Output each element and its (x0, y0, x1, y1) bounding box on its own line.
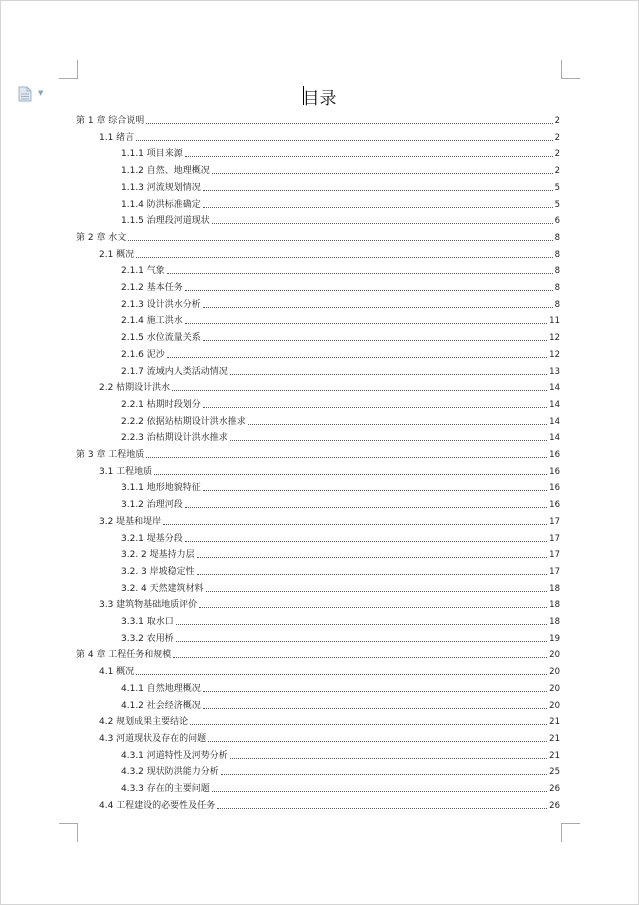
toc-entry-label: 2.1.7 流域内人类活动情况 (121, 366, 228, 377)
toc-leader-dots (146, 457, 547, 458)
toc-entry[interactable] (121, 630, 560, 645)
toc-entry[interactable] (121, 262, 560, 277)
toc-entry-label: 2.2.3 治枯期设计洪水推求 (121, 433, 228, 444)
toc-leader-dots (203, 490, 547, 491)
toc-entry-label: 2.1.6 泥沙 (121, 349, 165, 360)
toc-leader-dots (221, 774, 547, 775)
toc-leader-dots (199, 607, 547, 608)
toc-entry[interactable] (121, 429, 560, 444)
toc-leader-dots (208, 741, 547, 742)
toc-entry-page-number: 17 (549, 550, 560, 561)
toc-entry-label: 1.1.5 治理段河道现状 (121, 216, 210, 227)
toc-entry-label: 4.2 规划成果主要结论 (99, 717, 189, 728)
toc-entry-page-number: 18 (549, 583, 560, 594)
toc-entry-label: 2.1.5 水位流量关系 (121, 333, 201, 344)
toc-entry-label: 2.1.3 设计洪水分析 (121, 299, 201, 310)
toc-leader-dots (203, 691, 547, 692)
toc-leader-dots (197, 557, 548, 558)
margin-corner-bottom-left (59, 823, 78, 842)
toc-leader-dots (185, 290, 553, 291)
toc-leader-dots (230, 374, 547, 375)
toc-entry-label: 4.3.1 河道特性及河势分析 (121, 750, 228, 761)
toc-leader-dots (163, 524, 547, 525)
toc-leader-dots (136, 674, 547, 675)
toc-entry-page-number: 2 (554, 149, 560, 160)
margin-corner-top-right (561, 60, 580, 79)
toc-entry[interactable] (121, 145, 560, 160)
toc-entry-page-number: 16 (549, 450, 560, 460)
toc-entry-page-number: 20 (549, 667, 560, 678)
toc-entry[interactable] (121, 763, 560, 778)
toc-entry-page-number: 18 (549, 600, 560, 611)
toc-leader-dots (203, 190, 553, 191)
toc-entry-page-number: 6 (554, 216, 560, 227)
toc-leader-dots (185, 323, 547, 324)
toc-entry-page-number: 8 (554, 249, 560, 260)
toc-entry-label: 1.1.1 项目来源 (121, 149, 183, 160)
toc-entry-page-number: 8 (554, 299, 560, 310)
chevron-down-icon[interactable]: ▼ (38, 89, 44, 97)
toc-entry[interactable] (99, 246, 560, 261)
toc-entry-label: 1.1.3 河流规划情况 (121, 182, 201, 193)
toc-entry-page-number: 26 (549, 784, 560, 794)
toc-entry-page-number: 13 (549, 366, 560, 377)
toc-leader-dots (203, 708, 547, 709)
toc-entry[interactable] (76, 112, 560, 127)
toc-leader-dots (167, 273, 553, 274)
toc-leader-dots (203, 207, 553, 208)
toc-entry-label: 3.3.1 取水口 (121, 617, 174, 627)
toc-entry-label: 3.2. 4 天然建筑材料 (121, 583, 204, 594)
toc-entry-label: 3.2.1 堤基分段 (121, 533, 183, 544)
toc-leader-dots (230, 440, 547, 441)
toc-leader-dots (197, 574, 548, 575)
toc-leader-dots (212, 791, 547, 792)
toc-entry-page-number: 16 (549, 500, 560, 511)
toc-entry[interactable] (99, 129, 560, 144)
toc-entry-label: 4.4 工程建设的必要性及任务 (99, 800, 216, 811)
toc-entry-page-number: 12 (549, 333, 560, 344)
toc-entry[interactable] (99, 463, 560, 478)
toc-entry-page-number: 20 (549, 650, 560, 661)
toc-entry-label: 3.3 建筑物基础地质评价 (99, 600, 198, 611)
toc-leader-dots (173, 657, 547, 658)
toc-entry[interactable] (121, 363, 560, 378)
toc-leader-dots (136, 140, 552, 141)
toc-entry-page-number: 21 (549, 750, 560, 761)
toc-entry-page-number: 2 (554, 116, 560, 126)
toc-entry[interactable] (121, 546, 560, 561)
toc-leader-dots (154, 474, 547, 475)
toc-entry[interactable] (121, 396, 560, 411)
toc-entry[interactable] (121, 212, 560, 227)
toc-entry[interactable] (121, 747, 560, 762)
toc-entry-page-number: 8 (554, 232, 560, 243)
toc-entry[interactable] (121, 296, 560, 311)
toc-leader-dots (212, 223, 553, 224)
toc-entry-page-number: 19 (549, 633, 560, 644)
toc-entry-page-number: 17 (549, 566, 560, 577)
toc-entry[interactable] (121, 196, 560, 211)
toc-entry-label: 3.1.2 治理河段 (121, 500, 183, 511)
toc-entry[interactable] (121, 312, 560, 327)
toc-entry-label: 2.1.1 气象 (121, 266, 165, 277)
toc-entry-label: 2.1.2 基本任务 (121, 283, 183, 293)
toc-entry-label: 2.1 概况 (99, 249, 135, 260)
toc-entry-label: 4.3.2 现状防洪能力分析 (121, 767, 219, 778)
toc-entry[interactable] (99, 513, 560, 528)
toc-entry-page-number: 5 (554, 199, 560, 210)
toc-entry-label: 3.1.1 地形地貌特征 (121, 483, 201, 494)
page-title: 目录 (302, 89, 337, 109)
toc-entry-page-number: 21 (549, 717, 560, 728)
toc-entry-label: 第 2 章 水文 (76, 232, 127, 243)
toc-entry[interactable] (121, 279, 560, 294)
toc-entry-label: 4.3.3 存在的主要问题 (121, 784, 210, 794)
toc-entry-page-number: 8 (554, 266, 560, 277)
toc-entry[interactable] (121, 780, 560, 795)
toc-entry-label: 1.1 绪言 (99, 132, 135, 143)
toc-entry-label: 3.2. 2 堤基持力层 (121, 550, 195, 561)
toc-entry[interactable] (121, 162, 560, 177)
toc-entry-page-number: 25 (549, 767, 560, 778)
toc-entry-label: 4.3 河道现状及存在的问题 (99, 733, 207, 744)
toc-entry-label: 第 1 章 综合说明 (76, 116, 145, 126)
toc-leader-dots (185, 156, 553, 157)
toc-entry-page-number: 16 (549, 466, 560, 477)
toc-entry-label: 4.1 概况 (99, 667, 135, 678)
toc-entry[interactable] (99, 797, 560, 812)
toc-leader-dots (128, 240, 552, 241)
toc-entry-page-number: 12 (549, 349, 560, 360)
toc-entry-page-number: 16 (549, 483, 560, 494)
toc-leader-dots (203, 407, 547, 408)
toc-entry[interactable] (99, 379, 560, 394)
toc-leader-dots (185, 541, 547, 542)
toc-entry-page-number: 14 (549, 416, 560, 427)
toc-entry-page-number: 2 (554, 166, 560, 177)
toc-entry[interactable] (121, 179, 560, 194)
toc-entry-label: 3.2 堤基和堤岸 (99, 516, 162, 527)
toc-entry[interactable] (121, 680, 560, 695)
toc-entry-page-number: 11 (549, 316, 560, 327)
toc-entry-label: 4.1.2 社会经济概况 (121, 700, 201, 711)
toc-entry-page-number: 20 (549, 683, 560, 694)
toc-leader-dots (176, 641, 547, 642)
toc-entry-page-number: 14 (549, 383, 560, 394)
toc-entry-label: 3.1 工程地质 (99, 466, 153, 477)
toc-leader-dots (176, 624, 547, 625)
toc-entry-label: 2.2.1 枯期时段划分 (121, 399, 201, 410)
toc-leader-dots (230, 758, 547, 759)
toc-entry-page-number: 2 (554, 132, 560, 143)
toc-entry-label: 2.2 枯期设计洪水 (99, 383, 171, 394)
toc-leader-dots (172, 390, 547, 391)
toc-entry-label: 3.3.2 农用桥 (121, 633, 174, 644)
toc-leader-dots (190, 724, 547, 725)
toc-entry-page-number: 5 (554, 182, 560, 193)
toc-entry[interactable] (121, 697, 560, 712)
margin-corner-bottom-right (561, 823, 580, 842)
toc-leader-dots (146, 123, 552, 124)
toc-entry[interactable] (121, 530, 560, 545)
toc-entry-label: 1.1.2 自然、地理概况 (121, 166, 210, 177)
toc-entry-page-number: 18 (549, 617, 560, 627)
toc-leader-dots (167, 357, 547, 358)
toc-leader-dots (185, 507, 547, 508)
toc-entry[interactable] (99, 596, 560, 611)
toc-leader-dots (136, 257, 552, 258)
toc-entry-label: 第 4 章 工程任务和规模 (76, 650, 172, 661)
toc-entry[interactable] (121, 346, 560, 361)
toc-entry[interactable] (121, 479, 560, 494)
toc-entry[interactable] (121, 329, 560, 344)
toc-entry[interactable] (121, 496, 560, 511)
toc-leader-dots (212, 173, 553, 174)
toc-entry[interactable] (76, 446, 560, 461)
toc-entry-page-number: 14 (549, 433, 560, 444)
toc-leader-dots (217, 808, 547, 809)
toc-entry[interactable] (121, 413, 560, 428)
toc-entry-page-number: 20 (549, 700, 560, 711)
toc-entry-page-number: 8 (554, 283, 560, 293)
toc-entry-label: 2.1.4 施工洪水 (121, 316, 183, 327)
toc-entry[interactable] (76, 229, 560, 244)
toc-entry[interactable] (99, 713, 560, 728)
toc-leader-dots (248, 424, 547, 425)
toc-leader-dots (203, 307, 553, 308)
toc-entry-page-number: 17 (549, 533, 560, 544)
toc-entry-page-number: 17 (549, 516, 560, 527)
margin-corner-top-left (59, 60, 78, 79)
toc-leader-dots (203, 340, 547, 341)
toc-entry[interactable] (99, 730, 560, 745)
toc-entry[interactable] (99, 663, 560, 678)
toc-entry[interactable] (121, 580, 560, 595)
toc-entry-label: 1.1.4 防洪标准确定 (121, 199, 201, 210)
toc-entry-page-number: 26 (549, 800, 560, 811)
toc-entry-label: 3.2. 3 岸坡稳定性 (121, 566, 195, 577)
toc-entry[interactable] (76, 646, 560, 661)
toc-entry-label: 2.2.2 依据站枯期设计洪水推求 (121, 416, 246, 427)
toc-leader-dots (206, 591, 548, 592)
toc-entry-page-number: 14 (549, 399, 560, 410)
toc-entry[interactable] (121, 613, 560, 628)
toc-entry[interactable] (121, 563, 560, 578)
toc-entry-page-number: 21 (549, 733, 560, 744)
toc-entry-label: 第 3 章 工程地质 (76, 450, 145, 460)
toc-entry-label: 4.1.1 自然地理概况 (121, 683, 201, 694)
